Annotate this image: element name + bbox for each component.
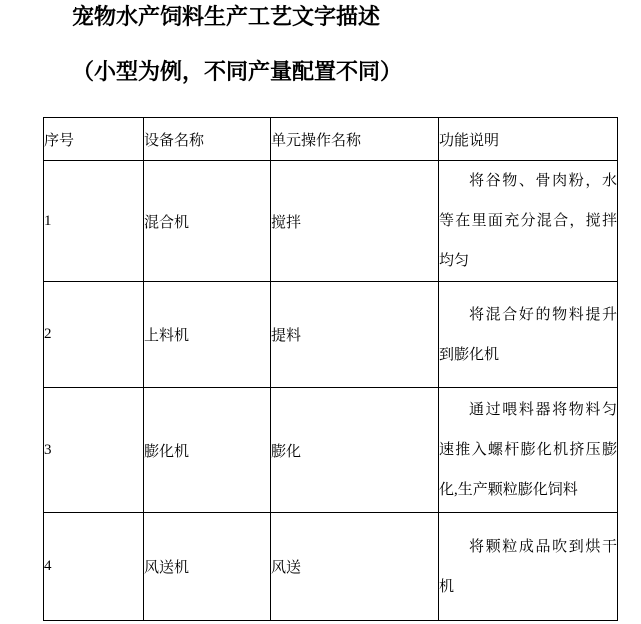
column-header-equipment: 设备名称	[144, 118, 271, 161]
cell-operation: 提料	[271, 282, 439, 388]
document-title: 宠物水产饲料生产工艺文字描述	[72, 4, 381, 29]
cell-equipment: 混合机	[144, 161, 271, 282]
table-body	[44, 161, 618, 621]
cell-equipment: 膨化机	[144, 388, 271, 513]
cell-function	[439, 282, 618, 388]
cell-index: 3	[44, 388, 144, 513]
table-row	[44, 388, 618, 513]
table-header-row	[44, 118, 618, 161]
function-text: 通过喂料器将物料匀速推入螺杆膨化机挤压膨化,生产颗粒膨化饲料	[439, 402, 617, 498]
table-row	[44, 282, 618, 388]
cell-operation: 风送	[271, 513, 439, 621]
table-row	[44, 161, 618, 282]
column-header-operation: 单元操作名称	[271, 118, 439, 161]
cell-equipment: 上料机	[144, 282, 271, 388]
function-text: 将谷物、骨肉粉，水等在里面充分混合，搅拌均匀	[439, 173, 617, 269]
cell-index: 4	[44, 513, 144, 621]
table-row	[44, 513, 618, 621]
document-subtitle: （小型为例，不同产量配置不同）	[72, 59, 403, 84]
cell-operation: 搅拌	[271, 161, 439, 282]
cell-function	[439, 161, 618, 282]
process-table	[43, 117, 618, 621]
table-header	[44, 118, 618, 161]
cell-index: 1	[44, 161, 144, 282]
function-text: 将混合好的物料提升到膨化机	[439, 306, 617, 363]
cell-index: 2	[44, 282, 144, 388]
column-header-function: 功能说明	[439, 118, 618, 161]
cell-function	[439, 513, 618, 621]
column-header-index: 序号	[44, 118, 144, 161]
cell-operation: 膨化	[271, 388, 439, 513]
function-text: 将颗粒成品吹到烘干机	[439, 538, 617, 595]
cell-equipment: 风送机	[144, 513, 271, 621]
cell-function	[439, 388, 618, 513]
